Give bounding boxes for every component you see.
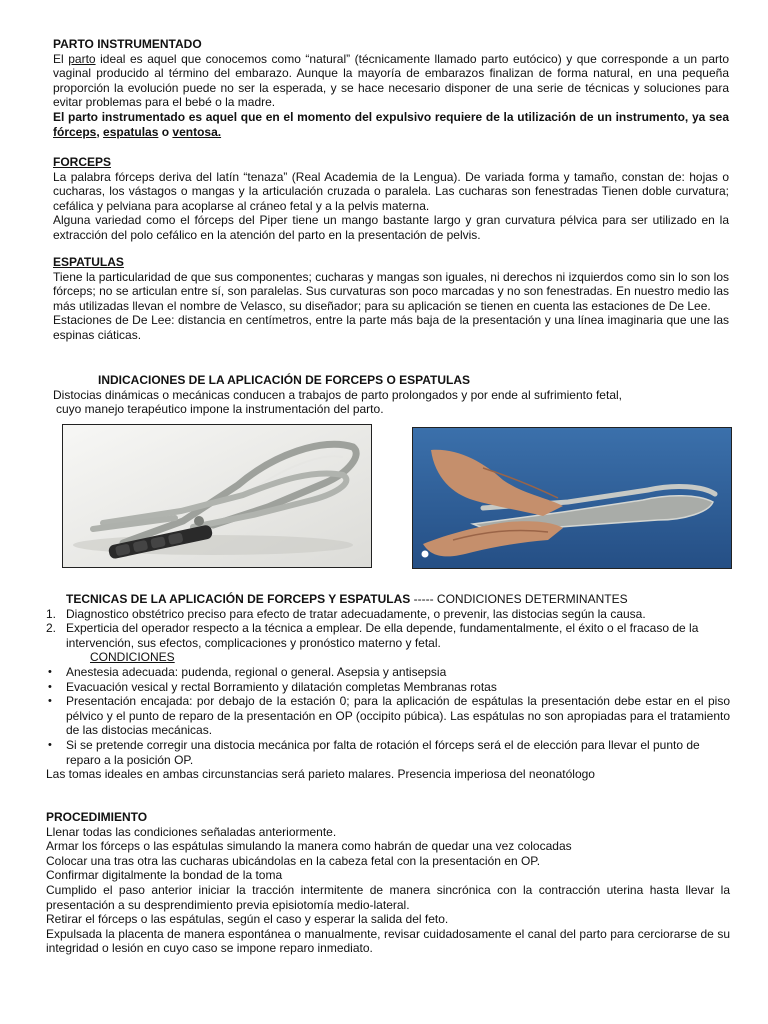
procedimiento-title: PROCEDIMIENTO xyxy=(46,810,148,824)
espatulas-image xyxy=(413,428,731,568)
numbered-item xyxy=(46,621,730,650)
espatulas-link[interactable]: espatulas xyxy=(103,124,159,139)
espatulas-paragraph-2: Estaciones de De Lee: distancia en centímetros, entre la parte más baja de la presentación y una línea imaginaria que une las espinas ciáticas. xyxy=(53,313,729,342)
procedimiento-line: Confirmar digitalmente la bondad de la toma xyxy=(46,868,283,883)
list-item xyxy=(46,694,730,738)
list-item xyxy=(46,665,730,680)
tecnicas-heading xyxy=(46,592,730,607)
forceps-section xyxy=(53,155,729,243)
list-item-text: Presentación encajada: por debajo de la estación 0; para la aplicación de espátulas la presentación debe estar en el piso pélvico y el punto de reparo de la presentación en OP (occipito púbica). Las espátulas no son apropiadas para el tratamiento de las distocias mecánicas. xyxy=(66,694,730,738)
intro-section xyxy=(53,37,729,139)
item-number: 1. xyxy=(46,606,57,621)
parto-link[interactable]: parto xyxy=(68,51,96,66)
numbered-item xyxy=(46,607,730,622)
tecnicas-closing: Las tomas ideales en ambas circunstancias será parieto malares. Presencia imperiosa del neonatólogo xyxy=(46,767,595,782)
espatulas-paragraph-1: Tiene la particularidad de que sus componentes; cucharas y mangas son iguales, ni derechos ni izquierdos como sin lo son los fórceps; no se articulan entre sí, son paralelas. Sus curvaturas son poco marcadas y no son fenestradas. En nuestro medio las más utilizadas llevan el nombre de Velasco, su diseñador; para su aplicación se tienen en cuenta las estaciones de De Lee. xyxy=(53,269,729,313)
indicaciones-section xyxy=(53,373,729,417)
forceps-link[interactable]: fórceps xyxy=(53,124,97,139)
condiciones-list xyxy=(46,665,730,767)
condiciones-label: CONDICIONES xyxy=(90,650,175,665)
intro-paragraph xyxy=(53,52,729,110)
espatulas-section xyxy=(53,255,729,343)
procedimiento-section xyxy=(46,810,730,956)
list-item xyxy=(46,738,730,767)
bullet-icon: • xyxy=(48,680,52,693)
intro-title: PARTO INSTRUMENTADO xyxy=(53,37,202,51)
intro-definition: El parto instrumentado es aquel que en el momento del expulsivo requiere de la utilización de un instrumento, ya sea fórceps, espatulas o ventosa. xyxy=(53,109,729,139)
list-item-text: Si se pretende corregir una distocia mecánica por falta de rotación el fórceps será el de elección para llevar el punto de reparo a la posición OP. xyxy=(66,737,700,767)
item-text: Experticia del operador respecto a la técnica a emplear. De ella depende, fundamentalmente, el éxito o el fracaso de la intervención, sus efectos, complicaciones y pronóstico materno y fetal. xyxy=(66,621,699,650)
indicaciones-line-2: cuyo manejo terapéutico impone la instrumentación del parto. xyxy=(56,402,384,417)
list-item-text: Anestesia adecuada: pudenda, regional o general. Asepsia y antisepsia xyxy=(66,664,447,679)
procedimiento-line: Armar los fórceps o las espátulas simulando la manera como habrán de quedar una vez colocadas xyxy=(46,839,572,854)
item-number: 2. xyxy=(46,621,57,636)
procedimiento-line: Colocar una tras otra las cucharas ubicándolas en la cabeza fetal con la presentación en OP. xyxy=(46,853,541,868)
forceps-paragraph-1: La palabra fórceps deriva del latín “tenaza” (Real Academia de la Lengua). De variada forma y tamaño, constan de: hojas o cucharas, los vástagos o mangas y la articulación cruzada o paralela. Las cucharas son fenestradas Tienen doble curvatura; cefálica y pelviana para acoplarse al cráneo fetal y a la pelvis materna. xyxy=(53,169,729,213)
list-item-text: Evacuación vesical y rectal Borramiento y dilatación completas Membranas rotas xyxy=(66,679,497,694)
tecnicas-numbered-list xyxy=(46,607,730,651)
procedimiento-line: Cumplido el paso anterior iniciar la tracción intermitente de manera sincrónica con la contracción uterina hasta llevar la presentación a su desprendimiento previa episiotomía medio-lateral. xyxy=(46,882,730,912)
procedimiento-line: Expulsada la placenta de manera espontánea o manualmente, revisar cuidadosamente el canal del parto para cerciorarse de su integridad o lesión en cuyo caso se impone reparo inmediato. xyxy=(46,926,730,956)
bullet-icon: • xyxy=(48,695,52,708)
forceps-paragraph-2: Alguna variedad como el fórceps del Piper tiene un mango bastante largo y gran curvatura pélvica para ser utilizado en la extracción del polo cefálico en la atención del parto en la presentación de pelvis. xyxy=(53,213,729,242)
intro-text-a: El xyxy=(53,51,69,66)
tecnicas-section xyxy=(46,592,730,782)
bullet-icon: • xyxy=(48,665,52,678)
procedimiento-line: Llenar todas las condiciones señaladas anteriormente. xyxy=(46,824,337,839)
item-text: Diagnostico obstétrico preciso para efecto de tratar adecuadamente, o prevenir, las distocias según la causa. xyxy=(66,606,646,621)
espatulas-title: ESPATULAS xyxy=(53,255,124,269)
tecnicas-title-suffix: ----- CONDICIONES DETERMINANTES xyxy=(410,592,628,606)
intro-text-b: ideal es aquel que conocemos como “natural” (técnicamente llamado parto eutócico) y que corresponde a un parto vaginal producido al término del embarazo. Aunque la mayoría de embarazos finalizan de forma natural, en una pequeña proporción la evolución puede no ser la esperada, y se hace necesario disponer de una serie de técnicas y soluciones para evitar problemas para el bebé o la madre. xyxy=(53,51,729,110)
procedimiento-line: Retirar el fórceps o las espátulas, según el caso y esperar la salida del feto. xyxy=(46,912,449,927)
tecnicas-title: TECNICAS DE LA APLICACIÓN DE FORCEPS Y ESPATULAS xyxy=(66,592,411,606)
forceps-image xyxy=(63,425,371,567)
indicaciones-line-1: Distocias dinámicas o mecánicas conducen a trabajos de parto prolongados y por ende al sufrimiento fetal, xyxy=(53,387,622,402)
indicaciones-title: INDICACIONES DE LA APLICACIÓN DE FORCEPS O ESPATULAS xyxy=(98,373,471,387)
ventosa-link[interactable]: ventosa. xyxy=(172,124,222,139)
forceps-photo xyxy=(62,424,372,568)
forceps-title: FORCEPS xyxy=(53,155,112,169)
list-item xyxy=(46,680,730,695)
definition-text: El parto instrumentado es aquel que en el momento del expulsivo requiere de la utilización de un instrumento, ya sea xyxy=(53,109,729,124)
espatulas-photo xyxy=(412,427,732,569)
bullet-icon: • xyxy=(48,738,52,751)
